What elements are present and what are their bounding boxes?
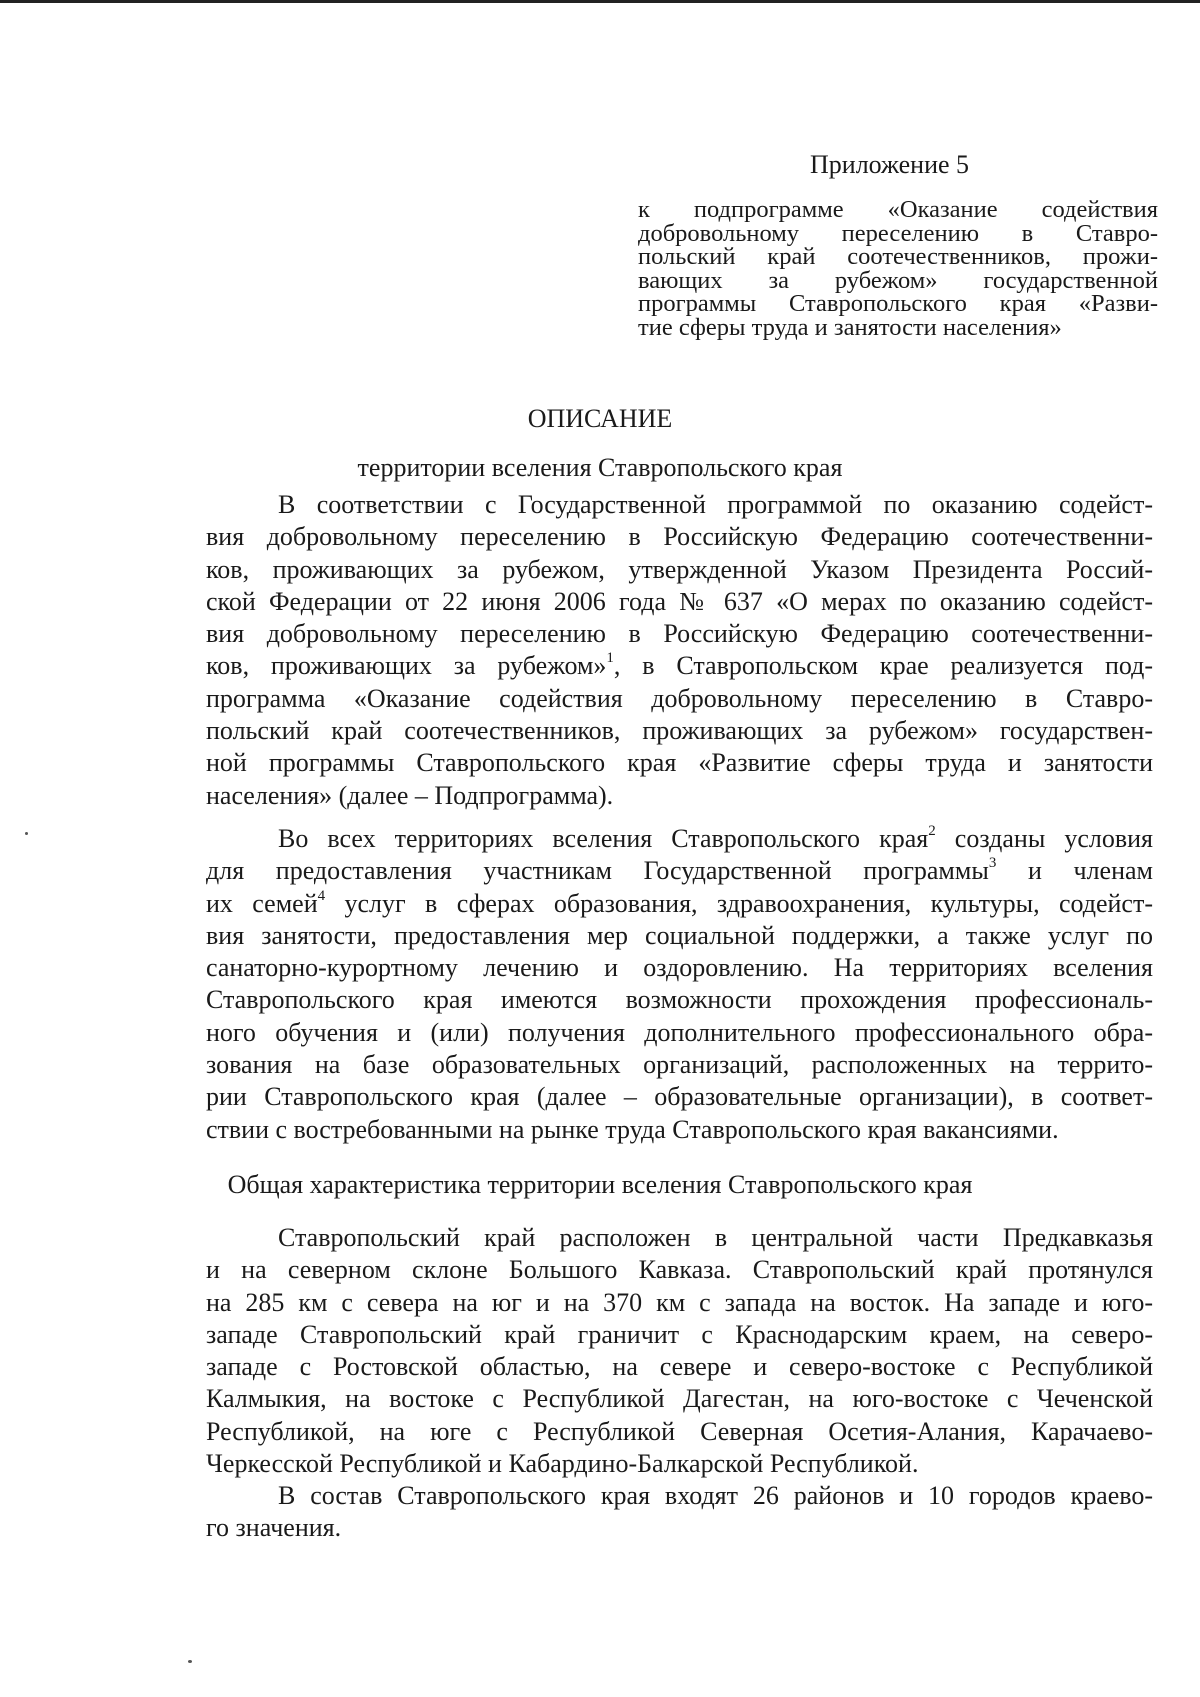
text-fragment: услуг в сферах образования, здравоохранения, культуры, содейст- [325,888,1153,918]
text-fragment: Во всех территориях вселения Ставропольского края [278,824,929,853]
appendix-reference-line: тие сферы труда и занятости населения» [638,313,1062,341]
footnote-marker: 3 [988,855,997,872]
text-line: Республикой, на юге с Республикой Северная Осетия-Алания, Карачаево- [206,1416,1153,1446]
text-line: польский край соотечественников, проживающих за рубежом» государствен- [206,716,1153,746]
paragraph-geography [206,1222,1153,1480]
document-title: ОПИСАНИЕ [527,404,673,433]
text-line: вия добровольному переселению в Российскую Федерацию соотечественни- [206,619,1153,649]
appendix-reference-line: вающих за рубежом» государственной [638,266,1158,294]
text-line: и на северном склоне Большого Кавказа. Ставропольский край протянулся [206,1255,1153,1285]
paragraph-legal-basis [206,489,1153,812]
text-line: зования на базе образовательных организаций, расположенных на террито- [206,1050,1153,1080]
appendix-reference-line: польский край соотечественников, прожи- [638,243,1158,270]
text-fragment: , в Ставропольском крае реализуется под- [613,651,1153,681]
text-line: западе Ставропольский край граничит с Краснодарским краем, на северо- [206,1319,1153,1349]
paragraph-conditions [206,823,1153,1146]
text-fragment: ков, проживающих за рубежом» [206,651,607,681]
appendix-reference-line: добровольному переселению в Ставро- [638,219,1158,247]
paragraph-administrative-division [206,1480,1153,1545]
text-line: Калмыкия, на востоке с Республикой Дагестан, на юго-востоке с Чеченской [206,1384,1153,1414]
section-heading: Общая характеристика территории вселения Ставропольского края [227,1170,973,1199]
text-line: вия занятости, предоставления мер социальной поддержки, а также услуг по [206,920,1153,950]
appendix-reference [638,198,1158,339]
text-line: В состав Ставропольского края входят 26 районов и 10 городов краево- [278,1481,1153,1510]
text-line: ного обучения и (или) получения дополнительного профессионального обра- [206,1017,1153,1047]
text-line: В соответствии с Государственной программой по оказанию содейст- [278,490,1153,519]
text-line: рии Ставропольского края (далее – образовательные организации), в соответ- [206,1082,1153,1112]
text-fragment: их семей [206,888,318,918]
appendix-title: Приложение 5 [810,150,970,179]
footnote-marker: 1 [606,650,614,667]
text-fragment: для предоставления участникам Государственной программы [206,856,989,886]
text-line: программа «Оказание содействия добровольному переселению в Ставро- [206,683,1153,713]
scan-artifact [188,1660,192,1663]
text-line [206,888,1153,920]
footnote-marker: 2 [928,823,936,839]
text-line: ков, проживающих за рубежом, утвержденной Указом Президента Россий- [206,554,1153,584]
text-line: на 285 км с севера на юг и на 370 км с запада на восток. На западе и юго- [206,1287,1153,1317]
appendix-reference-line: к подпрограмме «Оказание содействия [638,196,1158,223]
text-line: го значения. [206,1513,342,1543]
text-line: вия добровольному переселению в Российскую Федерацию соотечественни- [206,522,1153,552]
document-subtitle: территории вселения Ставропольского края [357,453,843,482]
text-line: западе с Ростовской областью, на севере и северо-востоке с Республикой [206,1352,1153,1382]
scan-artifact [25,832,28,835]
text-line: Черкесской Республикой и Кабардино-Балкарской Республикой. [206,1449,919,1479]
appendix-reference-line: программы Ставропольского края «Разви- [638,290,1158,317]
text-fragment: созданы условия [935,824,1154,853]
text-line [206,855,1153,887]
text-line: санаторно-курортному лечению и оздоровлению. На территориях вселения [206,953,1153,983]
text-line [206,650,1153,682]
text-line: ствии с востребованными на рынке труда Ставропольского края вакансиями. [206,1114,1059,1144]
text-line: ной программы Ставропольского края «Развитие сферы труда и занятости [206,748,1153,778]
text-line: Ставропольского края имеются возможности прохождения профессиональ- [206,985,1153,1015]
text-line [206,823,1153,855]
text-fragment: и членам [996,856,1154,886]
page-top-edge [0,0,1200,3]
footnote-marker: 4 [317,887,326,904]
text-line: Ставропольский край расположен в центральной части Предкавказья [278,1223,1153,1252]
text-line: населения» (далее – Подпрограмма). [206,780,614,810]
text-line: ской Федерации от 22 июня 2006 года № 637 «О мерах по оказанию содейст- [206,586,1153,616]
